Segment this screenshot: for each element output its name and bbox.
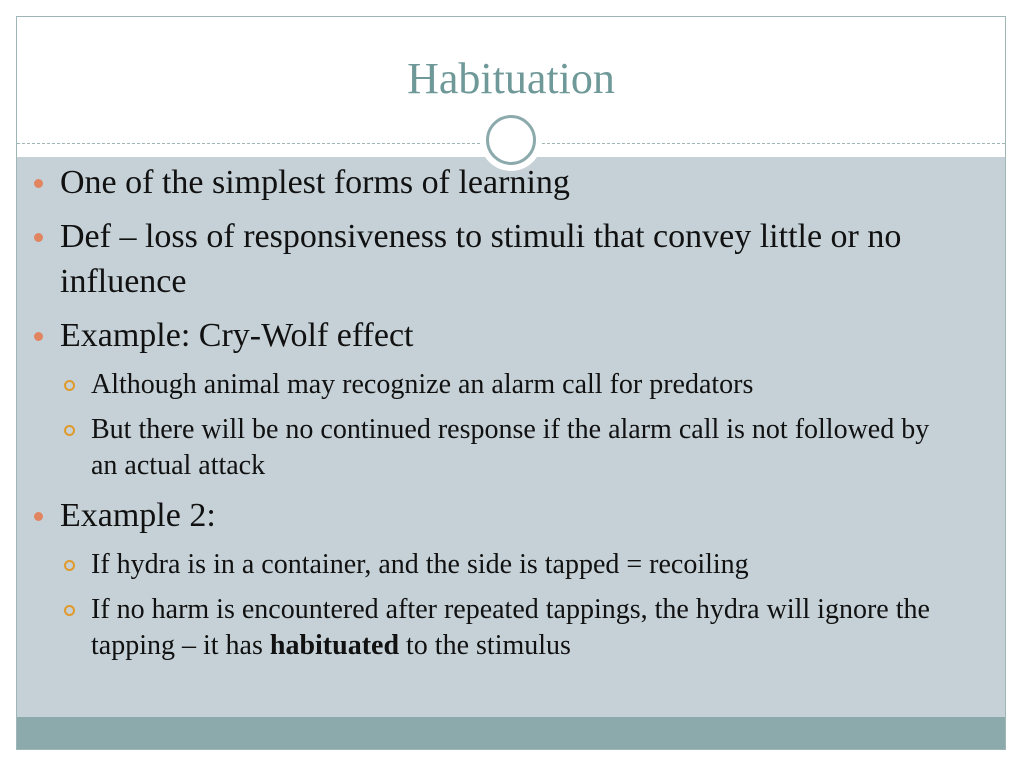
- filled-circle-bullet-icon: [34, 332, 43, 341]
- bold-term: habituated: [269, 630, 400, 661]
- sub-bullet-text-start: If no harm is encountered after repeated tappings, the hydra will ignore the tapping – it has: [91, 594, 930, 661]
- filled-circle-bullet-icon: [34, 233, 43, 242]
- bullet-list: [32, 160, 962, 673]
- sub-bullet-item: [32, 592, 962, 664]
- hollow-circle-bullet-icon: [64, 560, 75, 571]
- sub-bullet-item: [32, 412, 962, 484]
- bullet-item: [32, 214, 962, 304]
- sub-bullet-item: [32, 367, 962, 403]
- bullet-item: [32, 160, 962, 205]
- sub-bullet-text: But there will be no continued response if the alarm call is not followed by an actual attack: [91, 414, 930, 481]
- bullet-text: Example 2:: [60, 497, 216, 534]
- hollow-circle-bullet-icon: [64, 425, 75, 436]
- bullet-item: [32, 493, 962, 538]
- bullet-text: One of the simplest forms of learning: [60, 164, 570, 201]
- footer-band: [17, 717, 1005, 750]
- sub-bullet-text-end: to the stimulus: [399, 630, 571, 661]
- sub-bullet-text: Although animal may recognize an alarm call for predators: [91, 369, 754, 400]
- hollow-circle-bullet-icon: [64, 605, 75, 616]
- filled-circle-bullet-icon: [34, 179, 43, 188]
- sub-bullet-item: [32, 547, 962, 583]
- slide-title: Habituation: [407, 54, 615, 103]
- bullet-text: Def – loss of responsiveness to stimuli that convey little or no influence: [60, 218, 902, 300]
- ring-emblem-inner: [486, 115, 536, 165]
- hollow-circle-bullet-icon: [64, 380, 75, 391]
- bullet-text: Example: Cry-Wolf effect: [60, 317, 414, 354]
- bullet-item: [32, 313, 962, 358]
- sub-bullet-text: If hydra is in a container, and the side is tapped = recoiling: [91, 549, 749, 580]
- filled-circle-bullet-icon: [34, 512, 43, 521]
